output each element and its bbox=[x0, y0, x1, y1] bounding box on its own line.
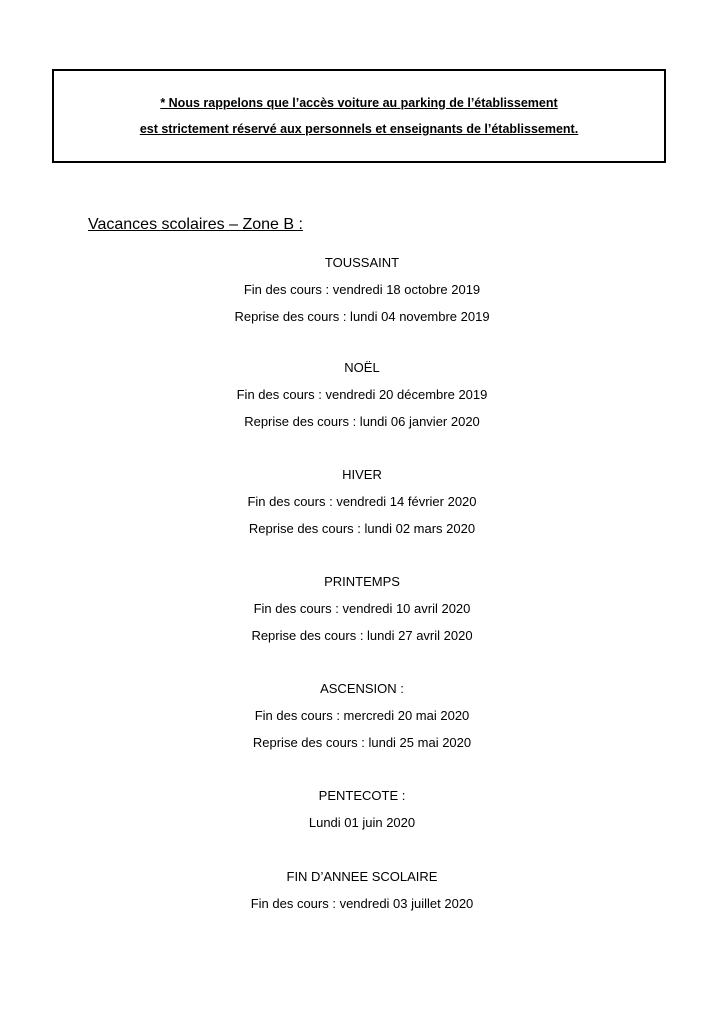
period-noel bbox=[0, 355, 724, 436]
period-name: PRINTEMPS bbox=[324, 574, 400, 589]
period-printemps bbox=[0, 569, 724, 650]
period-end-date: Fin des cours : mercredi 20 mai 2020 bbox=[254, 708, 470, 723]
period-end-date: Fin des cours : vendredi 10 avril 2020 bbox=[253, 601, 471, 616]
parking-notice-box bbox=[52, 69, 666, 163]
parking-notice-line-2: est strictement réservé aux personnels et enseignants de l’établissement. bbox=[139, 122, 579, 136]
period-resume-date: Reprise des cours : lundi 06 janvier 2020 bbox=[244, 414, 480, 429]
period-name: PENTECOTE : bbox=[318, 788, 406, 803]
period-holiday-date: Lundi 01 juin 2020 bbox=[308, 815, 416, 830]
period-toussaint bbox=[0, 250, 724, 331]
period-name: TOUSSAINT bbox=[324, 255, 400, 270]
period-name: FIN D’ANNEE SCOLAIRE bbox=[286, 869, 438, 884]
period-hiver bbox=[0, 462, 724, 543]
period-pentecote bbox=[0, 783, 724, 837]
period-name: ASCENSION : bbox=[320, 681, 404, 696]
period-end-date: Fin des cours : vendredi 20 décembre 2019 bbox=[236, 387, 488, 402]
period-end-date: Fin des cours : vendredi 03 juillet 2020 bbox=[250, 896, 474, 911]
period-name: HIVER bbox=[342, 467, 382, 482]
period-fin-annee-scolaire bbox=[0, 864, 724, 918]
period-resume-date: Reprise des cours : lundi 04 novembre 2019 bbox=[234, 309, 490, 324]
parking-notice-line-1: * Nous rappelons que l’accès voiture au parking de l’établissement bbox=[160, 96, 558, 110]
period-resume-date: Reprise des cours : lundi 02 mars 2020 bbox=[248, 521, 476, 536]
period-ascension bbox=[0, 676, 724, 757]
period-resume-date: Reprise des cours : lundi 25 mai 2020 bbox=[252, 735, 472, 750]
period-end-date: Fin des cours : vendredi 14 février 2020 bbox=[247, 494, 477, 509]
period-end-date: Fin des cours : vendredi 18 octobre 2019 bbox=[243, 282, 481, 297]
period-name: NOËL bbox=[344, 360, 380, 375]
period-resume-date: Reprise des cours : lundi 27 avril 2020 bbox=[251, 628, 473, 643]
section-title: Vacances scolaires – Zone B : bbox=[88, 216, 303, 233]
